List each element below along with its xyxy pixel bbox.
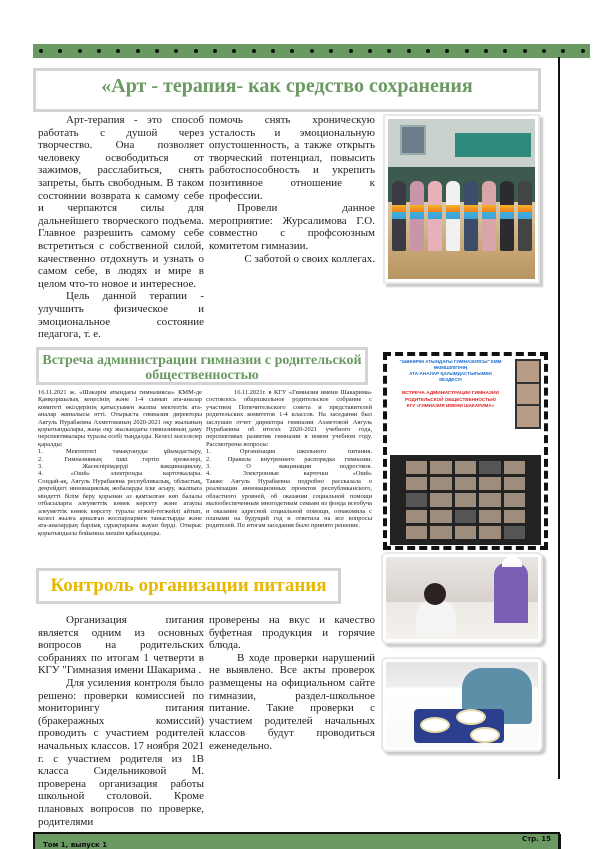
agenda-item-word: внутреннего	[260, 455, 295, 463]
sunset-painting	[500, 205, 514, 219]
decorative-dot	[407, 49, 411, 53]
decorative-dot	[290, 49, 294, 53]
agenda-item-word: подростков.	[339, 463, 372, 471]
decorative-dot	[581, 49, 585, 53]
agenda-item-number: 2.	[38, 455, 43, 463]
sunset-painting	[518, 205, 532, 219]
article-nutrition-headline	[36, 568, 341, 604]
headline-text: «Арт - терапия- как средство сохранения	[101, 75, 473, 97]
agenda-item-word: электронды	[110, 470, 143, 478]
agenda-item-number: 3.	[206, 463, 211, 471]
header-dotted-bar	[33, 44, 590, 58]
paragraph: Арт-терапия - это способ работать с душой через творчество. Она позволяет человеку освободиться от зажимов, расслабиться, снять запреты, быть свободным. В таком состоянии возврата к самому себе и черпаются силы для дальнейшего творческого подъема. Главное разрешить самому себе встретиться с собственной силой, качественно отдохнуть и узнать о самом себе, в людях и мире в целом что-то новое и интересное.	[38, 114, 204, 290]
agenda-item-word: Электронные	[242, 470, 280, 478]
agenda-item-number: 2.	[206, 455, 211, 463]
agenda-item-word: школьного	[296, 448, 327, 456]
poster-ru-line: ВСТРЕЧА АДМИНИСТРАЦИИ ГИМНАЗИИ	[402, 391, 499, 396]
art-therapy-photo	[383, 114, 540, 284]
participant-tile	[455, 461, 476, 474]
paragraph: 16.11.2021г. в КГУ «Гимназия имени Шакарима» состоялось общешкольное родительское собрание с участием Попечительского совета и представителей родительских комитетов 1-4 классов. На заседании был заслушан отчет директора гимназии Ахметовой Аягуль Нурабаевны об итогах 2020-2021 учебного года, перспективах развития гимназии в новом учебном году. Рассмотрены вопросы:	[206, 389, 372, 448]
poster-kz-line: КЕЗДЕСУІ	[439, 377, 462, 382]
headline-text: Контроль организации питания	[50, 575, 327, 596]
participant-tile	[504, 461, 525, 474]
decorative-dot	[39, 49, 43, 53]
decorative-dot	[194, 49, 198, 53]
decorative-dot	[97, 49, 101, 53]
decorative-dot	[523, 49, 527, 53]
agenda-item-word: тамақтануды	[112, 448, 148, 456]
agenda-item-word: Правила	[227, 455, 251, 463]
article-art-therapy-headline	[33, 68, 541, 112]
plate	[420, 717, 450, 733]
paragraph: В ходе проверки нарушений не выявлено. Все акты проверок размещены на официальном сайте гимназии, раздел-школьное питание. Такие проверки с участием родителей начальных классов будут проводиться еженедельно.	[209, 651, 375, 752]
paragraph: 16.11.2021 ж. «Шәкәрім атындағы гимназиясы» КММ-де Қамқоршылық кеңесінің және 1-4 сынып ата-аналар комитеті өкілдерінің қатысуымен жалпы мектептік ата-аналар жиналысы өтті. Отырыста гимназия директоры Аягуль Нурабаевна Ахметованың 2020-2021 оқу жылының қорытындылары, жаңа оқу жылындағы гимназияның даму перспективалары туралы есебі тыңдалды. Келесі мәселелер қаралды:	[38, 389, 202, 448]
decorative-dot	[349, 49, 353, 53]
agenda-item	[38, 448, 202, 455]
agenda-item-number: 3.	[38, 463, 43, 471]
participant-tile	[430, 510, 451, 523]
sunset-painting	[464, 205, 478, 219]
paragraph: Сондай-ақ, Аягуль Нурабаевна республикалық, облыстық, деңгейдегі инновациялық жобаларды іске асыру, жалпыға міндетті білім беру қорынан аз қамтылған көп балалы отбасыларға әлеуметтік көмек көрсету және атаулы әлеуметтік көмек көрсету туралы егжей-тегжейлі айтып, келесі жылға арналған жоспарлармен таныстырды және ата-аналардың барлық сұрақтарына жауап берді. Отырыс қорытындысы бойынша шешім қабылданды.	[38, 477, 202, 537]
agenda-item-word: распорядка	[304, 455, 335, 463]
participant-tile	[430, 493, 451, 506]
agenda-item-word: карточкалары.	[163, 470, 202, 478]
agenda-item-word: ережелері,	[173, 455, 202, 463]
sunset-painting	[482, 205, 496, 219]
meeting-poster-frame	[383, 352, 548, 550]
agenda-item-word: О	[246, 463, 251, 471]
participant-tile	[479, 526, 500, 539]
participant-tile	[479, 477, 500, 490]
decorative-dot	[78, 49, 82, 53]
paragraph: Также Аягуль Нурабаевна подробно рассказала о реализации инновационных проектов республиканского, областного уровней, об оказании социальной помощи малообеспеченным многодетным семьям из фонда всеобуча и оказание адресной социальной помощи, ознакомила с планами на будущий год и ответила на все вопросы родителей. По итогам заседания было принято решение.	[206, 477, 372, 530]
agenda-item-word: ұйымдастыру,	[163, 448, 202, 456]
agenda-item-number: 1.	[38, 448, 43, 456]
green-board	[455, 133, 531, 157]
participant-tile	[406, 510, 427, 523]
side-video-thumbnails	[515, 359, 541, 429]
participant-tile	[406, 461, 427, 474]
canteen-food-image	[386, 662, 538, 747]
paragraph: Организация питания является одним из основных вопросов на родительских собраниях по итогам 1 четверти в КГУ "Гимназия имени Шакарима .	[38, 614, 204, 677]
agenda-item-word: Жасөспірімдерді	[82, 463, 129, 471]
decorative-dot	[271, 49, 275, 53]
participant-tile	[479, 493, 500, 506]
decorative-dot	[174, 49, 178, 53]
participant-tile	[430, 526, 451, 539]
decorative-dot	[155, 49, 159, 53]
agenda-list-ru	[206, 448, 372, 478]
participant-tile	[406, 526, 427, 539]
poster-ru-line: КГУ «ГИМНАЗИЯ ИМЕНИ ШАКАРИМА»	[406, 403, 495, 408]
participant-tile	[455, 510, 476, 523]
right-border-rule	[558, 57, 560, 779]
participant-tile	[406, 493, 427, 506]
paragraph: Цель данной терапии - улучшить физическое и эмоциональное состояние педагога, т. е.	[38, 290, 204, 341]
headline-text: Встреча администрации гимназии с родительской общественностью	[42, 353, 362, 383]
agenda-item-word: тәртіп	[142, 455, 159, 463]
child-head	[424, 583, 446, 605]
agenda-item-word: Гимназияның	[64, 455, 102, 463]
agenda-item	[38, 470, 202, 477]
decorative-dot	[503, 49, 507, 53]
participant-tile	[455, 493, 476, 506]
agenda-list-kz	[38, 448, 202, 478]
agenda-item-word: гимназии.	[344, 455, 372, 463]
article-nutrition-column-2	[209, 614, 375, 753]
participant-tile	[479, 510, 500, 523]
paragraph: Провели данное мероприятие: Журсалимова Г.О. совместно с профсоюзным комитетом гимназии.	[209, 202, 375, 252]
sunset-painting	[392, 205, 406, 219]
plate	[456, 709, 486, 725]
participant-tile	[430, 461, 451, 474]
participant-tile	[504, 526, 525, 539]
decorative-dot	[232, 49, 236, 53]
paragraph-signoff: С заботой о своих коллегах.	[244, 252, 375, 265]
video-conference-screenshot	[390, 455, 541, 545]
canteen-food-photo	[381, 657, 543, 752]
article-parent-meeting-column-kz	[38, 389, 202, 537]
poster-kz-line: АТА-АНАЛАР ҚАУЫМДАСТЫҒЫМЕН	[409, 371, 492, 376]
sunset-painting	[428, 205, 442, 219]
article-art-therapy-column-1	[38, 114, 204, 341]
decorative-dot	[329, 49, 333, 53]
sunset-painting	[446, 205, 460, 219]
agenda-item	[206, 470, 372, 477]
decorative-dot	[484, 49, 488, 53]
agenda-item	[206, 456, 372, 463]
participant-tile	[406, 477, 427, 490]
participant-tile	[504, 477, 525, 490]
agenda-item-word: карточки	[303, 470, 329, 478]
paragraph: помочь снять хроническую усталость и эмоциональную опустошенность, а также открыть творческий потенциал, повысить работоспособность и укрепить позитивное отношение к профессии.	[209, 114, 375, 202]
decorative-dot	[58, 49, 62, 53]
agenda-item-number: 1.	[206, 448, 211, 456]
page-footer	[33, 832, 560, 849]
participant-tile	[504, 510, 525, 523]
decorative-dot	[213, 49, 217, 53]
decorative-dot	[426, 49, 430, 53]
decorative-dot	[116, 49, 120, 53]
decorative-dot	[387, 49, 391, 53]
decorative-dot	[561, 49, 565, 53]
paragraph: проверены на вкус и качество буфетная продукция и горячие блюда.	[209, 614, 375, 652]
paragraph: Для усиления контроля было решено: проверки комиссией по мониторингу питания (бракеражных комиссий) проводить с участием родителей начальных классов. 17 ноября 2021 г. с участием родителя из 1В класса Сидельниковой М. проверена организация работы школьной столовой. Кроме плановых вопросов по проверке, родителями	[38, 676, 204, 828]
article-art-therapy-column-2	[209, 114, 375, 265]
agenda-item	[38, 456, 202, 463]
participant-tile	[455, 477, 476, 490]
cook-hat	[502, 557, 522, 567]
decorative-dot	[310, 49, 314, 53]
decorative-dot	[542, 49, 546, 53]
agenda-item	[206, 448, 372, 455]
art-therapy-photo-image	[388, 119, 535, 279]
agenda-item-word: «Ошй»	[352, 470, 372, 478]
decorative-dot	[252, 49, 256, 53]
poster-ru-line: РОДИТЕЛЬСКОЙ ОБЩЕСТВЕННОСТЬЮ	[405, 397, 496, 402]
participant-tile	[504, 493, 525, 506]
agenda-item-word: ішкі	[116, 455, 128, 463]
plate	[470, 727, 500, 743]
poster-kz-line: "ШӘКӘРІМ АТЫНДАҒЫ ГИМНАЗИЯСЫ" КММ ӘКІМШІЛІГІНІҢ	[399, 359, 502, 370]
participant-tile	[479, 461, 500, 474]
meeting-poster	[390, 359, 541, 435]
agenda-item-word: вакцинации	[279, 463, 312, 471]
participant-tile	[430, 477, 451, 490]
volume-issue: Том 1, выпуск 1	[43, 841, 108, 849]
article-nutrition-column-1	[38, 614, 204, 828]
article-parent-meeting-column-ru	[206, 389, 372, 530]
canteen-serving-photo	[381, 552, 543, 644]
participant-tile	[455, 526, 476, 539]
decorative-dot	[136, 49, 140, 53]
agenda-item	[206, 463, 372, 470]
canteen-serving-image	[386, 557, 538, 639]
portrait-on-wall	[400, 125, 426, 155]
agenda-item-word: Организация	[239, 448, 276, 456]
agenda-item-number: 4.	[206, 470, 211, 478]
agenda-item-word: питания.	[348, 448, 372, 456]
agenda-item-word: вакцинациялау,	[160, 463, 202, 471]
article-parent-meeting-headline	[36, 347, 368, 385]
decorative-dot	[445, 49, 449, 53]
agenda-item-word: Мектептегі	[66, 448, 97, 456]
sunset-painting	[410, 205, 424, 219]
page-number: Стр. 15	[521, 835, 551, 843]
cook-figure	[494, 563, 528, 623]
agenda-item	[38, 463, 202, 470]
agenda-item-word: «Ошй»	[70, 470, 90, 478]
decorative-dot	[368, 49, 372, 53]
agenda-item-number: 4.	[38, 470, 43, 478]
child-figure	[416, 601, 456, 635]
decorative-dot	[465, 49, 469, 53]
